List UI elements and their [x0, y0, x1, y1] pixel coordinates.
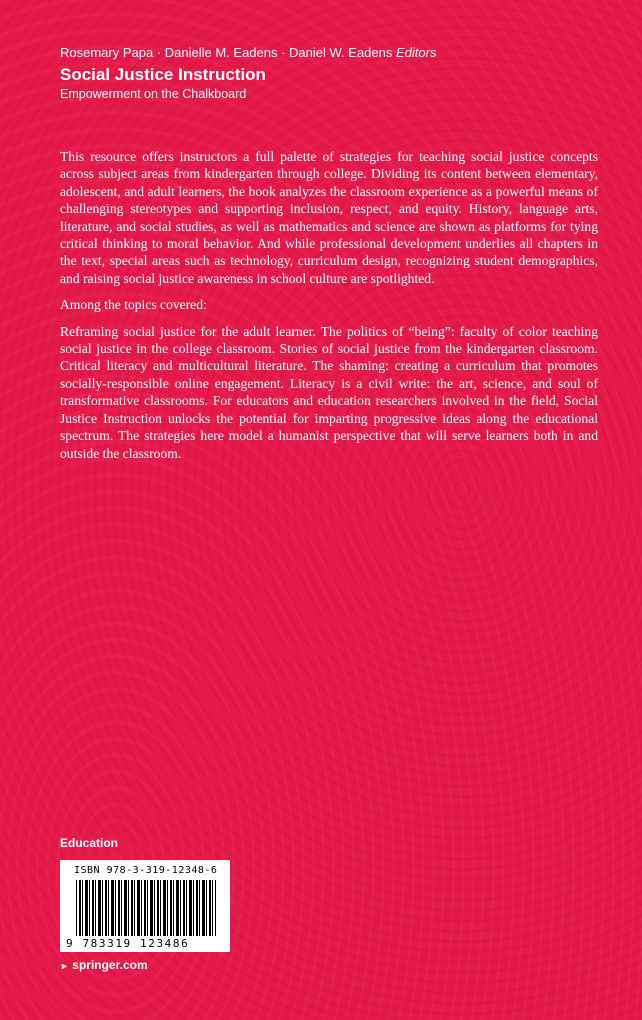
barcode-bars — [76, 880, 216, 936]
editors-line — [60, 44, 600, 62]
subject-category: Education — [60, 836, 119, 850]
cover-header — [60, 44, 600, 103]
isbn-barcode — [60, 860, 230, 952]
book-subtitle: Empowerment on the Chalkboard — [60, 87, 247, 101]
isbn-label: ISBN 978-3-319-12348-6 — [74, 865, 218, 876]
arrow-right-icon: ► — [60, 961, 69, 971]
editors-role: Editors — [396, 45, 437, 60]
publisher-url: springer.com — [72, 958, 148, 972]
blurb-paragraph-3: Reframing social justice for the adult learner. The politics of “being”: faculty of color teaching social justice in the college classroom. Stories of social justice from the kindergarten classroom. Critical literacy and multicultural literature. The shaming: creating a curriculum that promotes socially-responsible online engagement. Literacy is a civil write: the art, science, and soul of transformative classrooms. For educators and education researchers involved in the field, Social Justice Instruction unlocks the potential for imparting progressive ideas along the educational spectrum. The strategies here model a humanist perspective that will serve learners both in and outside the classroom. — [60, 323, 598, 461]
book-title: Social Justice Instruction — [60, 65, 266, 84]
editors-names: Rosemary Papa · Danielle M. Eadens · Daniel W. Eadens — [60, 45, 393, 60]
blurb-paragraph-1: This resource offers instructors a full palette of strategies for teaching social justice concepts across subject areas from kindergarten through college. Dividing its content between elementary, adolescent, and adult learners, the book analyzes the classroom experience as a powerful means of challenging stereotypes and supporting inclusion, respect, and equity. History, language arts, literature, and social studies, as well as mathematics and science are shown as platforms for tying critical thinking to moral behavior. And while professional development underlies all chapters in the text, special areas such as technology, curriculum design, recognizing student demographics, and raising social justice awareness in school culture are spotlighted. — [60, 149, 598, 286]
blurb-paragraph-2: Among the topics covered: — [60, 297, 207, 313]
blurb — [60, 148, 598, 471]
publisher-link[interactable] — [60, 958, 148, 972]
barcode-digits: 9 783319 123486 — [66, 937, 190, 950]
